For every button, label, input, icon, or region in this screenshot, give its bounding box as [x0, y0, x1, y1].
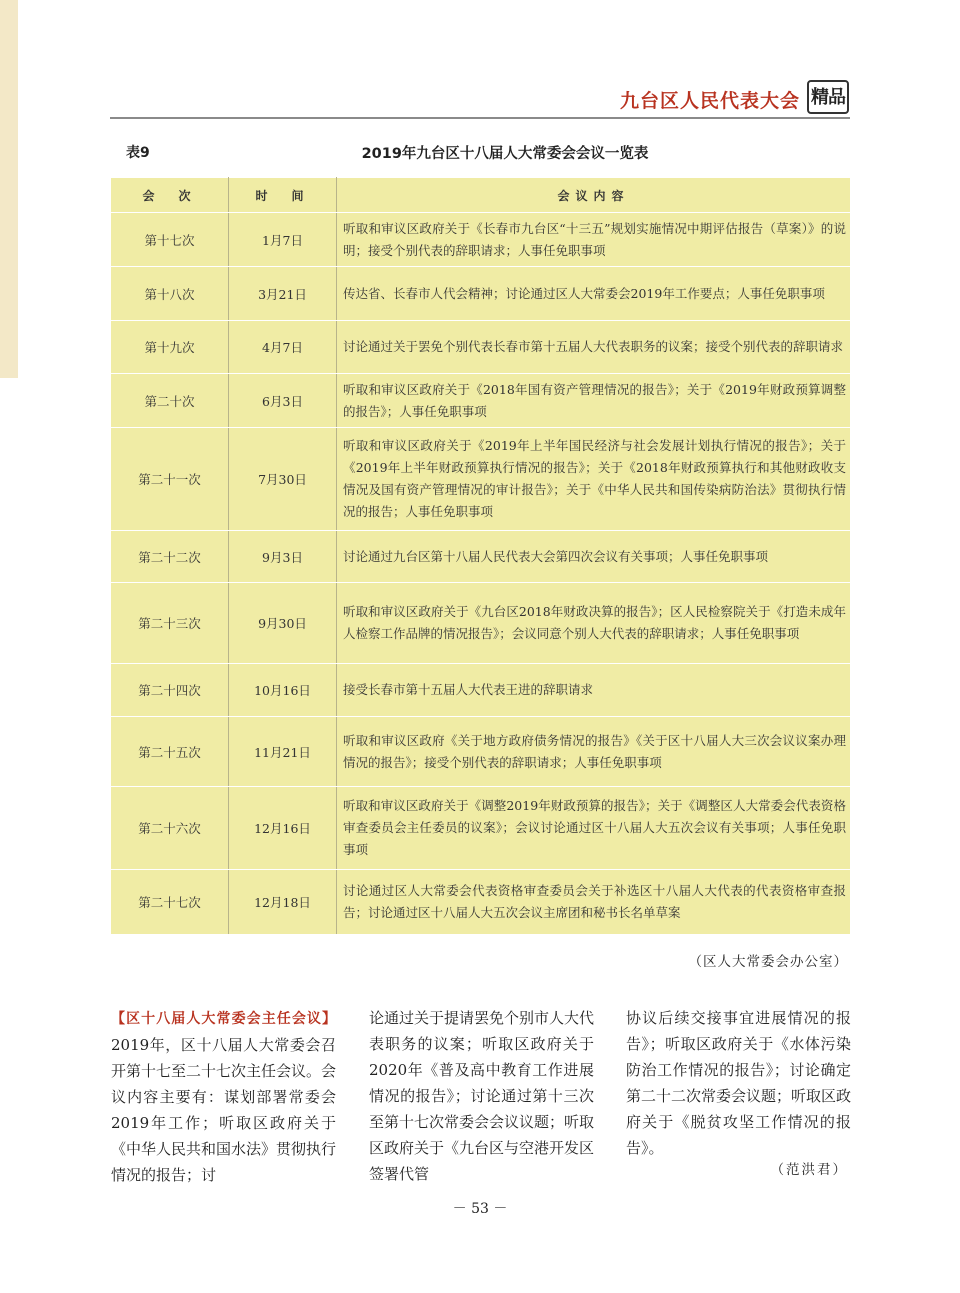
column-header-content: 会议内容: [337, 178, 851, 213]
article-author: （范洪君）: [770, 1162, 848, 1178]
content-cell: 听取和审议区政府关于《长春市九台区“十三五”规划实施情况中期评估报告（草案）》的说明；接受个别代表的辞职请求；人事任免职事项: [337, 213, 851, 267]
side-color-band: [0, 0, 18, 378]
session-cell: 第二十次: [111, 374, 229, 428]
table-row: [111, 870, 851, 935]
table-row: [111, 428, 851, 531]
table-row: [111, 664, 851, 717]
content-cell: 听取和审议区政府关于《2019年上半年国民经济与社会发展计划执行情况的报告》；关于《2019年上半年财政预算执行情况的报告》；关于《2018年财政预算执行和其他财政收支情况及国有资产管理情况的审计报告》；关于《中华人民共和国传染病防治法》贯彻执行情况的报告；人事任免职事项: [337, 428, 851, 531]
section-header-title: 九台区人民代表大会: [619, 90, 800, 112]
table-row: [111, 531, 851, 583]
table-row: [111, 717, 851, 787]
meetings-table: [110, 177, 851, 935]
article-column-1: [111, 1005, 336, 1188]
content-cell: 传达省、长春市人代会精神；讨论通过区人大常委会2019年工作要点；人事任免职事项: [337, 267, 851, 321]
session-cell: 第二十二次: [111, 531, 229, 583]
table-row: [111, 374, 851, 428]
table-row: [111, 267, 851, 321]
table-label: 表9: [126, 145, 150, 161]
date-cell: 12月18日: [229, 870, 337, 935]
content-cell: 讨论通过关于罢免个别代表长春市第十五届人大代表职务的议案；接受个别代表的辞职请求: [337, 321, 851, 374]
article-body-part-3: 协议后续交接事宜进展情况的报告》；听取区政府关于《水体污染防治工作情况的报告》；讨论确定第二十二次常委会议题；听取区政府关于《脱贫攻坚工作情况的报告》。: [626, 1009, 852, 1157]
date-cell: 12月16日: [229, 787, 337, 870]
content-cell: 听取和审议区政府关于《调整2019年财政预算的报告》；关于《调整区人大常委会代表资格审查委员会主任委员的议案》；会议讨论通过区十八届人大五次会议有关事项；人事任免职事项: [337, 787, 851, 870]
article-body-part-1: 2019年，区十八届人大常委会召开第十七至二十七次主任会议。会议内容主要有：谋划部署常委会2019年工作；听取区政府关于《中华人民共和国水法》贯彻执行情况的报告；讨: [111, 1036, 337, 1184]
article-heading: 【区十八届人大常委会主任会议】: [111, 1011, 336, 1027]
session-cell: 第二十三次: [111, 583, 229, 664]
date-cell: 1月7日: [229, 213, 337, 267]
column-header-session: 会 次: [111, 178, 229, 213]
content-cell: 听取和审议区政府关于《九台区2018年财政决算的报告》；区人民检察院关于《打造未成年人检察工作品牌的情况报告》；会议同意个别人大代表的辞职请求；人事任免职事项: [337, 583, 851, 664]
jingpin-logo: 精品: [807, 80, 849, 114]
date-cell: 6月3日: [229, 374, 337, 428]
table-header-row: [111, 178, 851, 213]
table-row: [111, 583, 851, 664]
content-cell: 讨论通过区人大常委会代表资格审查委员会关于补选区十八届人大代表的代表资格审查报告；讨论通过区十八届人大五次会议主席团和秘书长名单草案: [337, 870, 851, 935]
table-row: [111, 213, 851, 267]
table-title: 2019年九台区十八届人大常委会会议一览表: [361, 146, 649, 162]
date-cell: 9月3日: [229, 531, 337, 583]
table-row: [111, 787, 851, 870]
date-cell: 10月16日: [229, 664, 337, 717]
session-cell: 第十七次: [111, 213, 229, 267]
session-cell: 第二十六次: [111, 787, 229, 870]
session-cell: 第二十一次: [111, 428, 229, 531]
column-header-date: 时 间: [229, 178, 337, 213]
article-body-part-2: 论通过关于提请罢免个别市人大代表职务的议案；听取区政府关于2020年《普及高中教育工作进展情况的报告》；讨论通过第十三次至第十七次常委会会议议题；听取区政府关于《九台区与空港开发区签署代管: [369, 1009, 595, 1183]
date-cell: 4月7日: [229, 321, 337, 374]
session-cell: 第十八次: [111, 267, 229, 321]
session-cell: 第二十七次: [111, 870, 229, 935]
date-cell: 11月21日: [229, 717, 337, 787]
article-column-3: [626, 1005, 851, 1161]
date-cell: 9月30日: [229, 583, 337, 664]
header-divider: [110, 117, 850, 119]
article-column-2: [369, 1005, 594, 1187]
content-cell: 接受长春市第十五届人大代表王进的辞职请求: [337, 664, 851, 717]
date-cell: 7月30日: [229, 428, 337, 531]
content-cell: 讨论通过九台区第十八届人民代表大会第四次会议有关事项；人事任免职事项: [337, 531, 851, 583]
session-cell: 第二十五次: [111, 717, 229, 787]
content-cell: 听取和审议区政府关于《2018年国有资产管理情况的报告》；关于《2019年财政预算调整的报告》；人事任免职事项: [337, 374, 851, 428]
table-source-note: （区人大常委会办公室）: [688, 954, 848, 970]
page-number: － 53 －: [452, 1201, 508, 1217]
session-cell: 第二十四次: [111, 664, 229, 717]
content-cell: 听取和审议区政府《关于地方政府债务情况的报告》《关于区十八届人大三次会议议案办理情况的报告》；接受个别代表的辞职请求；人事任免职事项: [337, 717, 851, 787]
table-row: [111, 321, 851, 374]
date-cell: 3月21日: [229, 267, 337, 321]
session-cell: 第十九次: [111, 321, 229, 374]
